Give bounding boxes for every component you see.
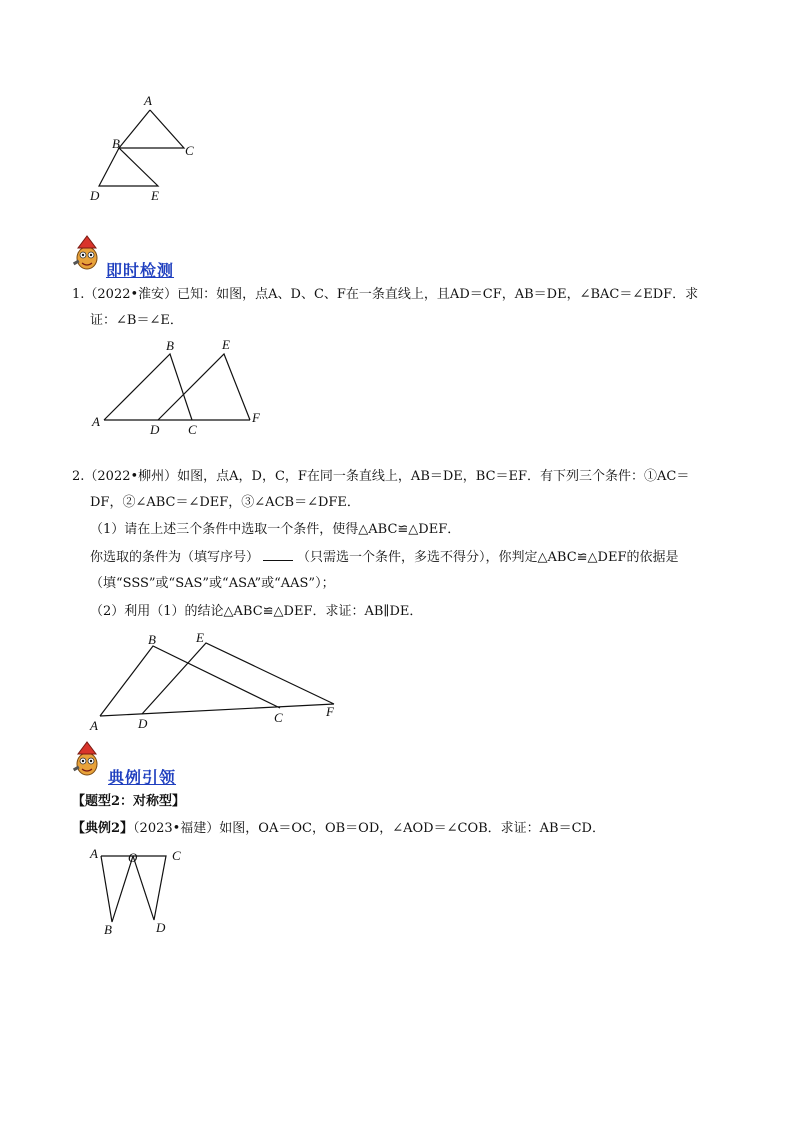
example2-body: （2023•福建）如图，OA＝OC，OB＝OD，∠AOD＝∠COB．求证：AB＝CD． xyxy=(133,821,605,836)
label-B: B xyxy=(166,338,174,353)
triangle-def-edges xyxy=(158,354,250,420)
q2-line4-part-b: （只需选一个条件，多选不得分），你判定△ABC≌△DEF的依据是 xyxy=(297,550,679,565)
q2-text-line3: （1）请在上述三个条件中选取一个条件，使得△ABC≌△DEF． xyxy=(90,522,461,537)
label-C: C xyxy=(185,143,194,158)
pencil-mascot-icon xyxy=(70,234,104,272)
triangle-bde-edges xyxy=(99,148,158,186)
q2-text-line1: 2.（2022•柳州）如图，点A，D，C，F在同一条直线上，AB＝DE，BC＝EF．有下列三个条件：①AC＝ xyxy=(72,469,690,484)
q2-text-line5: （填“SSS”或“SAS”或“ASA”或“AAS”）； xyxy=(90,576,335,591)
type2-label: 【题型2：对称型】 xyxy=(72,794,186,809)
figure-example2-symmetric xyxy=(86,842,196,938)
triangle-abc-edges xyxy=(104,354,192,420)
label-D: D xyxy=(90,188,100,203)
label-C: C xyxy=(274,710,283,725)
example2-prefix: 【典例2】 xyxy=(72,821,134,836)
triangle-abc-edges xyxy=(100,646,280,716)
answer-blank[interactable] xyxy=(263,548,293,561)
label-D: D xyxy=(138,716,148,731)
label-B: B xyxy=(112,136,120,151)
label-O: O xyxy=(128,850,138,865)
label-C: C xyxy=(172,848,181,863)
q1-text-line2: 证：∠B＝∠E． xyxy=(90,313,183,328)
label-A: A xyxy=(90,718,98,733)
label-B: B xyxy=(104,922,112,937)
q2-text-line4 xyxy=(90,548,750,567)
label-F: F xyxy=(326,704,334,719)
q1-text-line1: 1.（2022•淮安）已知：如图，点A、D、C、F在一条直线上，且AD＝CF，AB＝DE，∠BAC＝∠EDF．求 xyxy=(72,287,699,302)
q2-text-line2: DF，②∠ABC＝∠DEF，③∠ACB＝∠DFE． xyxy=(90,495,360,510)
label-D: D xyxy=(156,920,166,935)
pencil-mascot-icon xyxy=(70,740,104,778)
label-E: E xyxy=(222,337,230,352)
label-A: A xyxy=(144,93,152,108)
q2-text-line6: （2）利用（1）的结论△ABC≌△DEF．求证：AB∥DE． xyxy=(90,604,423,619)
left-triangle-edges xyxy=(101,856,133,922)
section-heading-examples: 典例引领 xyxy=(108,768,177,787)
triangle-abc-edges xyxy=(119,110,184,148)
label-E: E xyxy=(151,188,159,203)
right-triangle-edges xyxy=(133,856,166,920)
label-A: A xyxy=(90,846,98,861)
triangle-def-edges xyxy=(142,643,334,714)
section-heading-instant-test: 即时检测 xyxy=(106,261,175,280)
example2-text xyxy=(72,820,732,838)
label-D: D xyxy=(150,422,160,437)
figure-triangles-top xyxy=(80,90,220,205)
label-A: A xyxy=(92,414,100,429)
label-C: C xyxy=(188,422,197,437)
label-B: B xyxy=(148,632,156,647)
figure-q1-triangles xyxy=(88,336,278,440)
figure-q2-triangles xyxy=(86,628,346,734)
label-F: F xyxy=(252,410,260,425)
q2-line4-part-a: 你选取的条件为（填写序号） xyxy=(90,550,260,565)
label-E: E xyxy=(196,630,204,645)
